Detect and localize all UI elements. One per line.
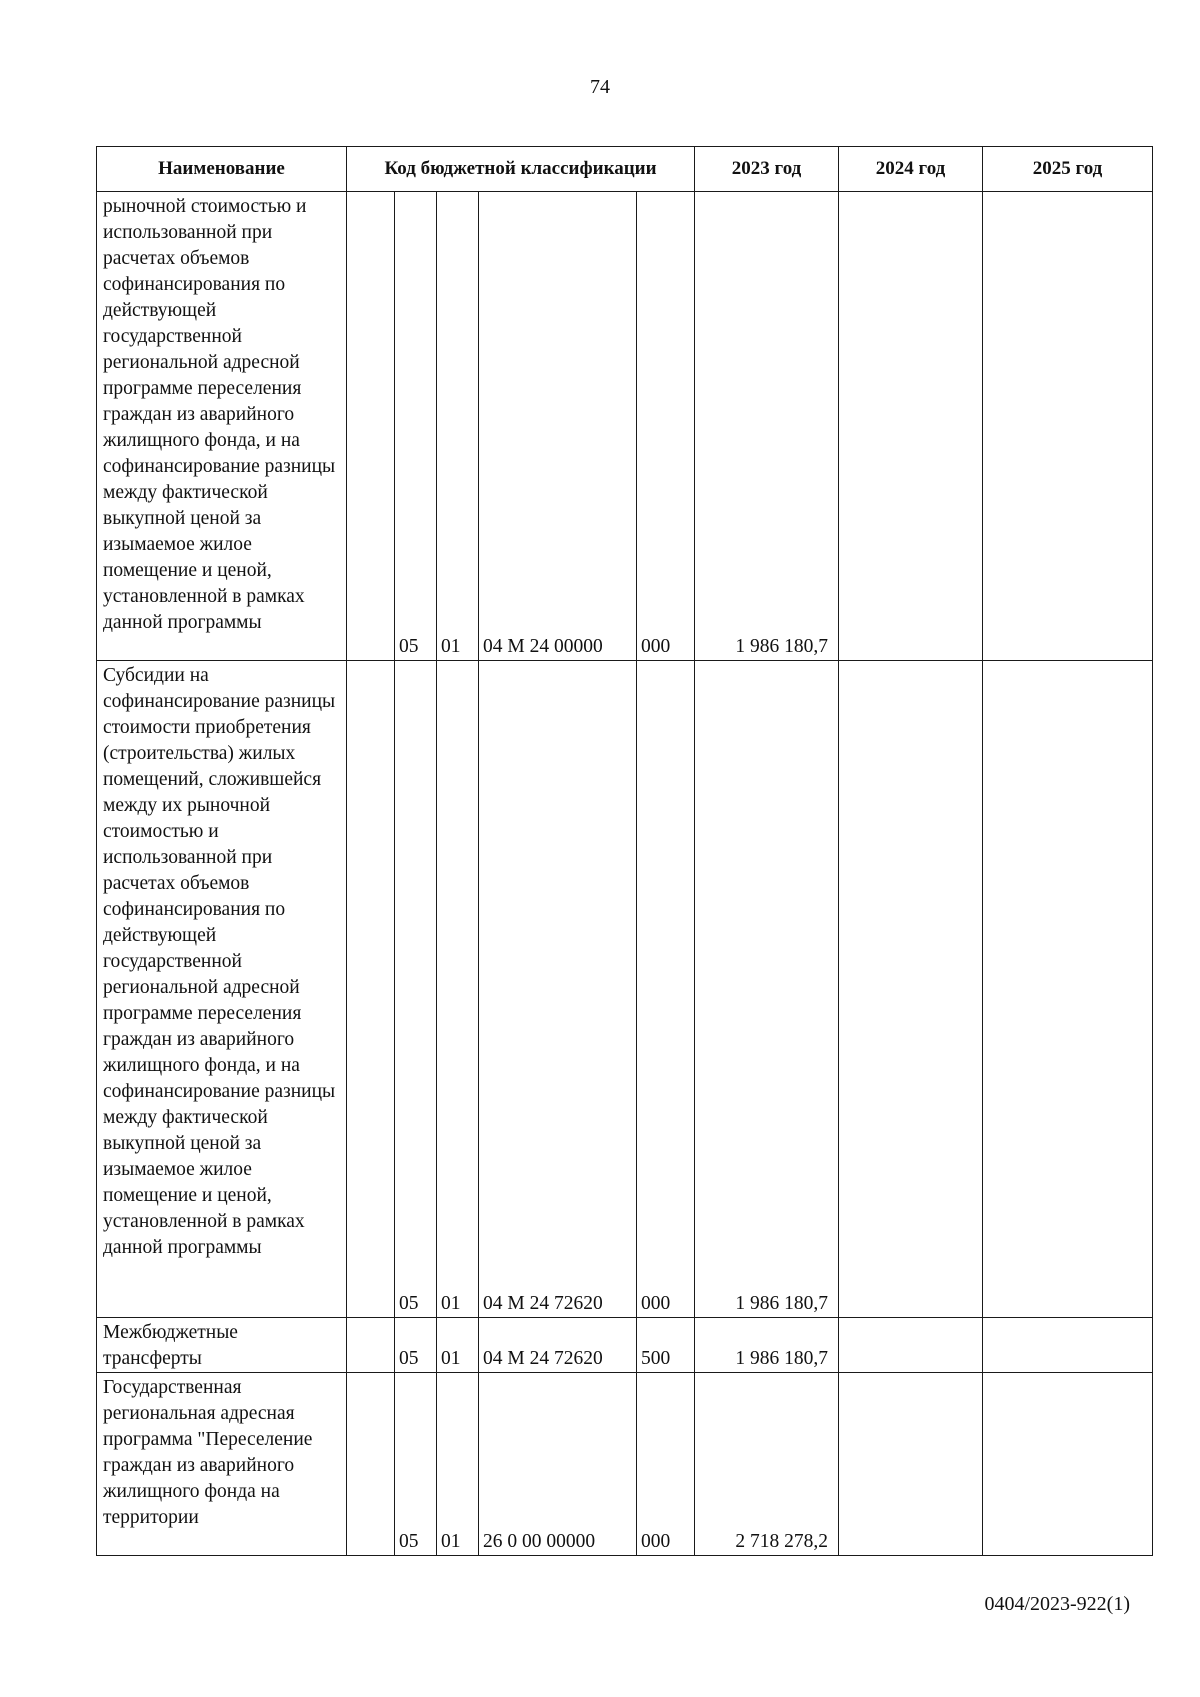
row-value-2023: 1 986 180,7 <box>695 661 839 1318</box>
header-code: Код бюджетной классификации <box>347 147 695 192</box>
header-2023: 2023 год <box>695 147 839 192</box>
row-code-expense: 500 <box>637 1318 695 1373</box>
row-value-2024 <box>839 192 983 661</box>
row-value-2025 <box>983 1373 1153 1556</box>
row-name: Межбюджетные трансферты <box>97 1318 347 1373</box>
page-number: 74 <box>590 76 610 98</box>
table-row <box>97 1318 1153 1373</box>
document-code: 0404/2023-922(1) <box>984 1593 1130 1615</box>
row-code-section: 05 <box>395 192 437 661</box>
row-code-expense: 000 <box>637 661 695 1318</box>
header-name: Наименование <box>97 147 347 192</box>
row-code-expense: 000 <box>637 1373 695 1556</box>
budget-table <box>96 146 1153 1556</box>
row-value-2025 <box>983 192 1153 661</box>
row-value-2024 <box>839 661 983 1318</box>
row-value-2025 <box>983 661 1153 1318</box>
row-code-target: 04 М 24 72620 <box>479 661 637 1318</box>
row-code-expense: 000 <box>637 192 695 661</box>
row-code-subsection: 01 <box>437 192 479 661</box>
row-code-blank <box>347 192 395 661</box>
header-2025: 2025 год <box>983 147 1153 192</box>
row-value-2023: 1 986 180,7 <box>695 192 839 661</box>
row-code-subsection: 01 <box>437 1373 479 1556</box>
row-value-2023: 2 718 278,2 <box>695 1373 839 1556</box>
header-2024: 2024 год <box>839 147 983 192</box>
row-code-blank <box>347 661 395 1318</box>
table-header-row <box>97 147 1153 192</box>
table-row <box>97 1373 1153 1556</box>
table-row <box>97 192 1153 661</box>
row-code-target: 04 М 24 00000 <box>479 192 637 661</box>
row-value-2025 <box>983 1318 1153 1373</box>
row-value-2024 <box>839 1373 983 1556</box>
row-code-target: 26 0 00 00000 <box>479 1373 637 1556</box>
row-code-blank <box>347 1373 395 1556</box>
table-row <box>97 661 1153 1318</box>
row-value-2024 <box>839 1318 983 1373</box>
row-code-section: 05 <box>395 661 437 1318</box>
row-code-subsection: 01 <box>437 661 479 1318</box>
row-code-blank <box>347 1318 395 1373</box>
row-name: Субсидии на софинансирование разницы стоимости приобретения (строительства) жилых помещений, сложившейся между их рыночной стоимостью и использованной при расчетах объемов софинансирования по действующей государственной региональной адресной программе переселения граждан из аварийного жилищного фонда, и на софинансирование разницы между фактической выкупной ценой за изымаемое жилое помещение и ценой, установленной в рамках данной программы <box>97 661 347 1318</box>
row-code-target: 04 М 24 72620 <box>479 1318 637 1373</box>
row-code-section: 05 <box>395 1373 437 1556</box>
row-code-section: 05 <box>395 1318 437 1373</box>
row-code-subsection: 01 <box>437 1318 479 1373</box>
row-value-2023: 1 986 180,7 <box>695 1318 839 1373</box>
row-name: рыночной стоимостью и использованной при расчетах объемов софинансирования по действующей государственной региональной адресной программе переселения граждан из аварийного жилищного фонда, и на софинансирование разницы между фактической выкупной ценой за изымаемое жилое помещение и ценой, установленной в рамках данной программы <box>97 192 347 661</box>
row-name: Государственная региональная адресная программа "Переселение граждан из аварийного жилищного фонда на территории <box>97 1373 347 1556</box>
